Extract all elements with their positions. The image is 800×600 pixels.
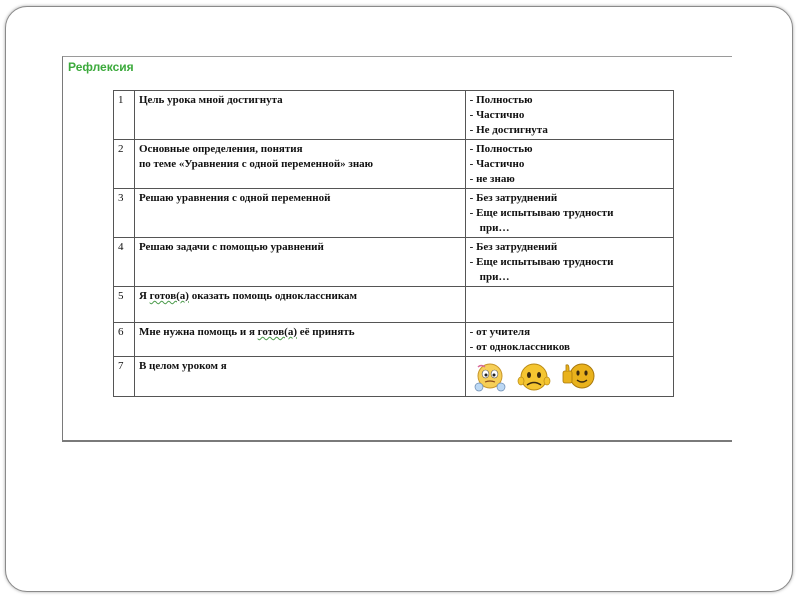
row-number: 2 [114, 140, 135, 189]
row-question: Решаю уравнения с одной переменной [134, 189, 465, 238]
table-row [114, 287, 674, 323]
question-line: Основные определения, понятия [138, 143, 303, 155]
question-text: её принять [297, 326, 355, 338]
table-row [114, 357, 674, 397]
option-item: - Частично [469, 158, 525, 170]
row-question: В целом уроком я [134, 357, 465, 397]
row-number: 7 [114, 357, 135, 397]
row-options [465, 140, 673, 189]
row-options [465, 238, 673, 287]
option-item: при… [479, 271, 510, 283]
row-options [465, 91, 673, 140]
table-row [114, 189, 674, 238]
row-question: Решаю задачи с помощью уравнений [134, 238, 465, 287]
row-options [465, 189, 673, 238]
table-row [114, 140, 674, 189]
row-number: 5 [114, 287, 135, 323]
option-item: - Полностью [469, 143, 533, 155]
option-item: - Еще испытываю трудности [469, 207, 614, 219]
row-number: 4 [114, 238, 135, 287]
question-text-underlined: готов(а) [257, 326, 297, 338]
reflection-table [113, 90, 674, 397]
row-number: 1 [114, 91, 135, 140]
option-item: - не знаю [469, 173, 515, 185]
option-item: - от одноклассников [469, 341, 570, 353]
option-item: - Еще испытываю трудности [469, 256, 614, 268]
question-text-underlined: готов(а) [149, 290, 189, 302]
question-text: оказать помощь одноклассникам [188, 290, 358, 302]
table-row [114, 91, 674, 140]
row-number: 6 [114, 323, 135, 357]
option-item: - Без затруднений [469, 192, 558, 204]
question-text: Я [138, 290, 150, 302]
row-question: Цель урока мной достигнута [134, 91, 465, 140]
option-item: - Полностью [469, 94, 533, 106]
option-item: - Не достигнута [469, 124, 548, 136]
page-title: Рефлексия [68, 60, 134, 74]
option-item: - Без затруднений [469, 241, 558, 253]
sad-smiley-icon [516, 361, 552, 393]
question-line: по теме «Уравнения с одной переменной» знаю [138, 158, 374, 170]
table-row [114, 323, 674, 357]
thumbs-up-smiley-icon [558, 361, 598, 393]
row-question [134, 323, 465, 357]
option-item: - Частично [469, 109, 525, 121]
option-item: - от учителя [469, 326, 531, 338]
row-emojis [465, 357, 673, 397]
question-text: Мне нужна помощь и я [138, 326, 258, 338]
thinking-smiley-icon [470, 361, 510, 393]
row-number: 3 [114, 189, 135, 238]
table-row [114, 238, 674, 287]
row-question [134, 287, 465, 323]
row-question [134, 140, 465, 189]
option-item: при… [479, 222, 510, 234]
row-options [465, 287, 673, 323]
row-options [465, 323, 673, 357]
